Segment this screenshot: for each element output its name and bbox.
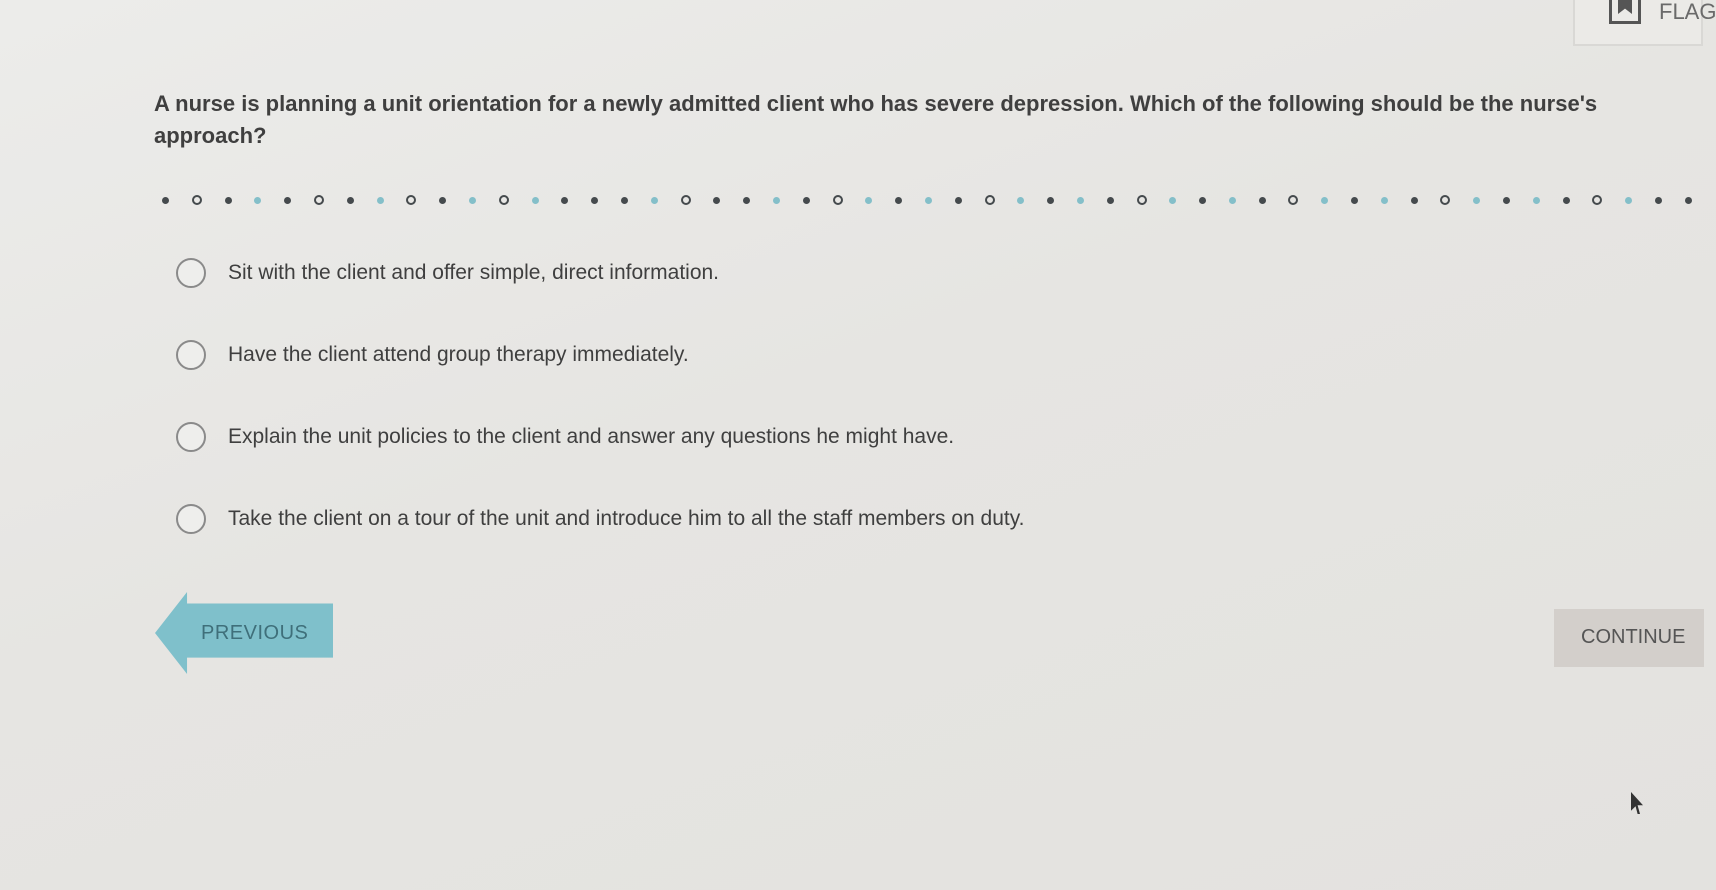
progress-dot xyxy=(377,197,384,204)
progress-dot xyxy=(192,195,202,205)
previous-button[interactable] xyxy=(155,592,333,674)
progress-dot xyxy=(925,197,932,204)
progress-dot xyxy=(1440,195,1450,205)
radio-button[interactable] xyxy=(176,258,206,288)
radio-button[interactable] xyxy=(176,504,206,534)
answer-option-4[interactable] xyxy=(176,501,1025,537)
question-text: A nurse is planning a unit orientation for a newly admitted client who has severe depression. Which of the following should be the nurse's approach? xyxy=(154,91,1598,148)
continue-button[interactable] xyxy=(1554,609,1704,667)
progress-dot xyxy=(743,197,750,204)
progress-dot xyxy=(1685,197,1692,204)
flag-label: FLAG xyxy=(1659,0,1716,24)
option-label: Have the client attend group therapy immediately. xyxy=(228,343,689,366)
progress-dot xyxy=(1655,197,1662,204)
option-label: Sit with the client and offer simple, direct information. xyxy=(228,261,720,284)
continue-label: CONTINUE xyxy=(1581,626,1686,648)
progress-dot xyxy=(1563,197,1570,204)
bookmark-icon xyxy=(1609,0,1641,24)
progress-dot xyxy=(469,197,476,204)
radio-button[interactable] xyxy=(176,340,206,370)
progress-dot xyxy=(773,197,780,204)
progress-dot xyxy=(1047,197,1054,204)
progress-dot xyxy=(1351,197,1358,204)
progress-dot xyxy=(591,197,598,204)
progress-dot xyxy=(1169,197,1176,204)
progress-dot xyxy=(865,197,872,204)
progress-dot xyxy=(985,195,995,205)
progress-dot xyxy=(803,197,810,204)
progress-dot xyxy=(499,195,509,205)
progress-dot xyxy=(1017,197,1024,204)
progress-dot xyxy=(1503,197,1510,204)
progress-dots xyxy=(162,194,1692,206)
mouse-cursor-icon xyxy=(1631,792,1643,814)
progress-dot xyxy=(406,195,416,205)
progress-dot xyxy=(561,197,568,204)
progress-dot xyxy=(254,197,261,204)
progress-dot xyxy=(1321,197,1328,204)
progress-dot xyxy=(1259,197,1266,204)
progress-dot xyxy=(1473,197,1480,204)
progress-dot xyxy=(1229,197,1236,204)
progress-dot xyxy=(651,197,658,204)
progress-dot xyxy=(1411,197,1418,204)
progress-dot xyxy=(1199,197,1206,204)
radio-button[interactable] xyxy=(176,422,206,452)
progress-dot xyxy=(1592,195,1602,205)
answer-options xyxy=(176,255,1025,583)
answer-option-3[interactable] xyxy=(176,419,1025,455)
answer-option-1[interactable] xyxy=(176,255,1025,291)
progress-dot xyxy=(1533,197,1540,204)
progress-dot xyxy=(439,197,446,204)
progress-dot xyxy=(1288,195,1298,205)
progress-dot xyxy=(621,197,628,204)
answer-option-2[interactable] xyxy=(176,337,1025,373)
progress-dot xyxy=(1381,197,1388,204)
progress-dot xyxy=(532,197,539,204)
progress-dot xyxy=(713,197,720,204)
progress-dot xyxy=(681,195,691,205)
option-label: Explain the unit policies to the client and answer any questions he might have. xyxy=(228,425,955,448)
progress-dot xyxy=(1625,197,1632,204)
progress-dot xyxy=(1107,197,1114,204)
progress-dot xyxy=(284,197,291,204)
progress-dot xyxy=(833,195,843,205)
progress-dot xyxy=(314,195,324,205)
progress-dot xyxy=(1077,197,1084,204)
previous-label: PREVIOUS xyxy=(201,622,309,644)
progress-dot xyxy=(162,197,169,204)
flag-button[interactable] xyxy=(1573,0,1716,46)
progress-dot xyxy=(955,197,962,204)
progress-dot xyxy=(347,197,354,204)
progress-dot xyxy=(1137,195,1147,205)
progress-dot xyxy=(895,197,902,204)
option-label: Take the client on a tour of the unit and introduce him to all the staff members on duty. xyxy=(228,507,1025,530)
progress-dot xyxy=(225,197,232,204)
